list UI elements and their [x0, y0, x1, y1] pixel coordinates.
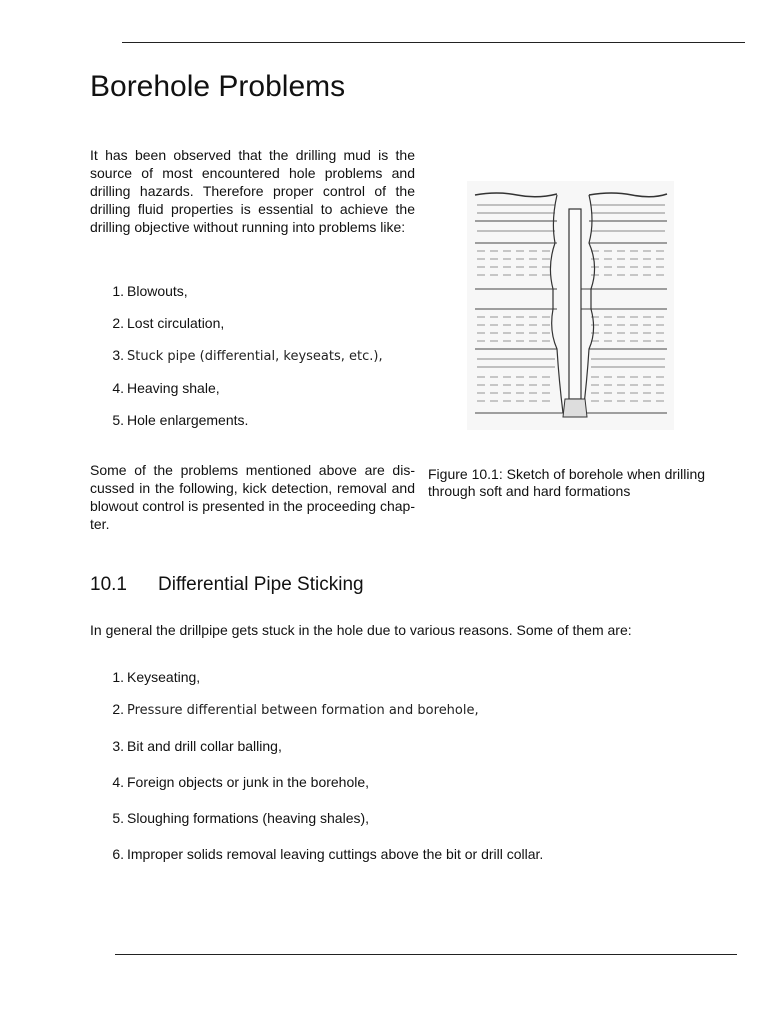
bottom-rule: [115, 954, 737, 955]
section-intro: In general the drillpipe gets stuck in the hole due to various reasons. Some of them are:: [90, 622, 632, 638]
figure-caption: Figure 10.1: Sketch of borehole when drilling through soft and hard formations: [428, 466, 706, 499]
list-item: 4. Foreign objects or junk in the borehole,: [112, 774, 370, 790]
list-item: 3. Bit and drill collar balling,: [112, 738, 282, 754]
section-number: 10.1: [90, 574, 127, 595]
problems-paragraph: Some of the problems mentioned above are dis-cussed in the following, kick detection, removal and blowout control is presented in the proceeding chap-ter.: [90, 462, 415, 532]
list-item: 6. Improper solids removal leaving cuttings above the bit or drill collar.: [112, 846, 544, 862]
list-item: 5. Sloughing formations (heaving shales),: [112, 810, 370, 826]
list-item: 4. Heaving shale,: [112, 380, 220, 396]
list-item: 2. Pressure differential between formation and borehole,: [112, 701, 479, 718]
top-rule: [122, 42, 745, 43]
list-item: 5. Hole enlargements.: [112, 412, 249, 428]
borehole-sketch-figure: [467, 181, 674, 430]
intro-paragraph: It has been observed that the drilling mud is the source of most encountered hole problems and drilling hazards. Therefore proper control of the drilling fluid properties is essential to achieve the drilling objective without running into problems like:: [90, 147, 415, 235]
list-item: 1. Blowouts,: [112, 283, 188, 299]
list-item: 1. Keyseating,: [112, 669, 201, 685]
borehole-sketch-image: [467, 181, 674, 430]
list-item: 2. Lost circulation,: [112, 315, 225, 331]
list-item: 3. Stuck pipe (differential, keyseats, etc.),: [112, 347, 383, 364]
page-title: Borehole Problems: [90, 70, 346, 103]
section-title: Differential Pipe Sticking: [158, 574, 364, 595]
